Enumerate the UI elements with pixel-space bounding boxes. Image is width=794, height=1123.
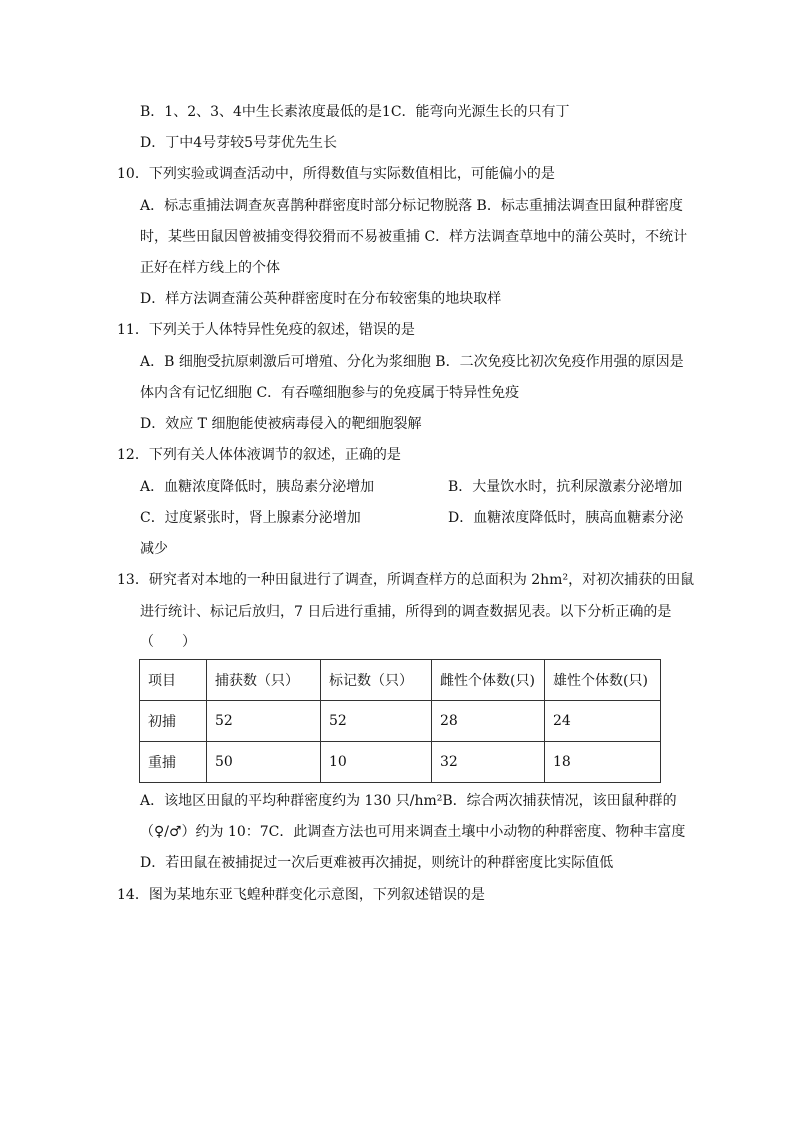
table-cell: 24 [545,701,661,742]
table-cell: 10 [321,742,432,783]
question-14: 14．图为某地东亚飞蝗种群变化示意图，下列叙述错误的是 [117,887,485,903]
option-line: D．效应 T 细胞能使被病毒侵入的靶细胞裂解 [140,416,422,432]
option-line: 时，某些田鼠因曾被捕变得狡猾而不易被重捕 C．样方法调查草地中的蒲公英时，不统计 [140,229,688,245]
option-line: D．样方法调查蒲公英种群密度时在分布较密集的地块取样 [140,291,502,307]
table-cell: 18 [545,742,661,783]
table-cell: 52 [207,701,321,742]
option-line: 正好在样方线上的个体 [140,260,280,276]
option-a: A．血糖浓度降低时，胰岛素分泌增加 [140,479,375,495]
question-13: 13．研究者对本地的一种田鼠进行了调查，所调查样方的总面积为 2hm²，对初次捕获的田鼠 [117,572,695,588]
option-line: A．标志重捕法调查灰喜鹊种群密度时部分标记物脱落 B．标志重捕法调查田鼠种群密度 [140,198,683,214]
option-d: D．血糖浓度降低时，胰高血糖素分泌 [448,510,684,526]
table-cell: 32 [432,742,545,783]
option-line: A．该地区田鼠的平均种群密度约为 130 只/hm²B．综合两次捕获情况，该田鼠种群的 [140,793,677,809]
option-line: 体内含有记忆细胞 C．有吞噬细胞参与的免疫属于特异性免疫 [140,385,520,401]
option-line: A．B 细胞受抗原刺激后可增殖、分化为浆细胞 B．二次免疫比初次免疫作用强的原因是 [140,354,684,370]
table-row [140,742,661,783]
table-cell: 52 [321,701,432,742]
question-11: 11．下列关于人体特异性免疫的叙述，错误的是 [117,322,415,338]
question-12: 12．下列有关人体体液调节的叙述，正确的是 [117,447,401,463]
table-row [140,701,661,742]
table-cell: 初捕 [140,701,207,742]
table-cell: 50 [207,742,321,783]
table-header-cell: 项目 [140,660,207,701]
option-line: B．1、2、3、4中生长素浓度最低的是1C．能弯向光源生长的只有丁 [140,104,570,120]
option-b: B．大量饮水时，抗利尿激素分泌增加 [448,479,683,495]
option-c: C．过度紧张时，肾上腺素分泌增加 [140,510,361,526]
option-line: D．丁中4号芽较5号芽优先生长 [140,135,338,151]
table-cell: 重捕 [140,742,207,783]
table-header-cell: 雄性个体数(只) [545,660,661,701]
data-table [139,659,661,783]
option-line: D．若田鼠在被捕捉过一次后更难被再次捕捉，则统计的种群密度比实际值低 [140,855,614,871]
option-line: （♀/♂）约为 10：7C．此调查方法也可用来调查土壤中小动物的种群密度、物种丰富度 [140,824,686,840]
option-line: 减少 [140,541,168,557]
question-line: 进行统计、标记后放归，7 日后进行重捕，所得到的调查数据见表。以下分析正确的是 [140,604,672,620]
table-header-cell: 捕获数（只） [207,660,321,701]
table-header-cell: 雌性个体数(只) [432,660,545,701]
question-10: 10．下列实验或调查活动中，所得数值与实际数值相比，可能偏小的是 [117,166,555,182]
answer-bracket: （ ） [140,634,196,650]
table-header-row [140,660,661,701]
table-cell: 28 [432,701,545,742]
table-header-cell: 标记数（只） [321,660,432,701]
